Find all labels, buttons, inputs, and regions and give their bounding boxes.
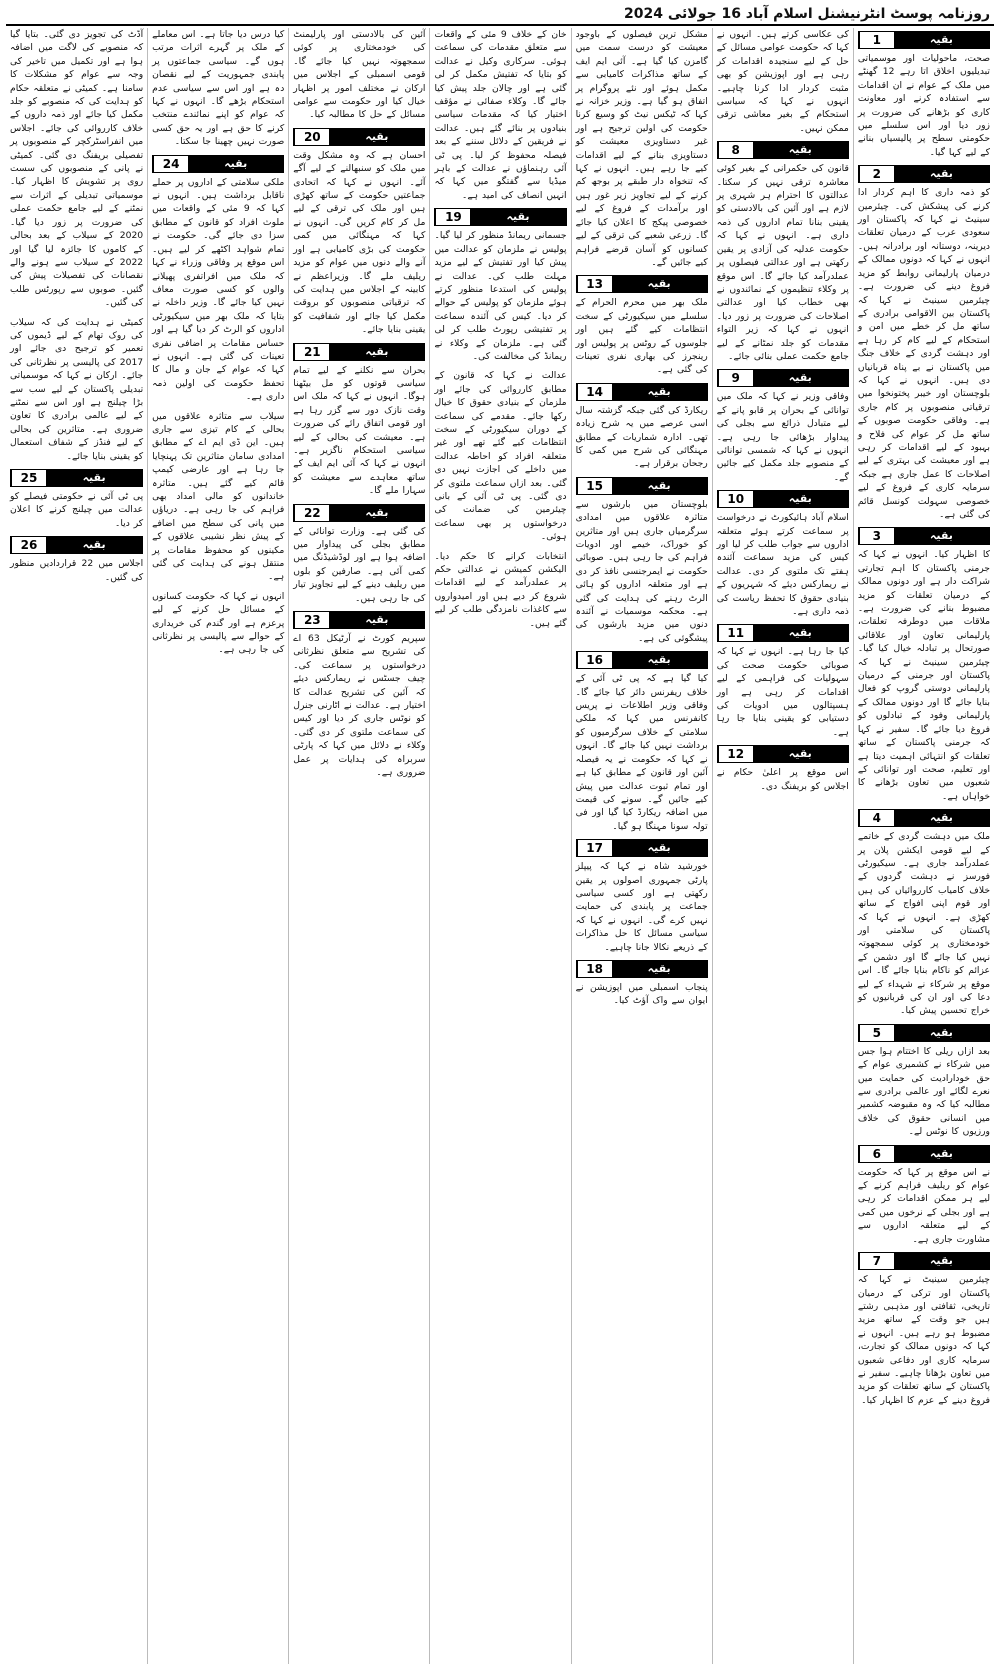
continuation-label: بقیہ [894, 528, 989, 544]
continuation-badge [717, 490, 849, 508]
continuation-label: بقیہ [188, 156, 283, 172]
article-text: کا اظہار کیا۔ انہوں نے کہا کہ جرمنی پاکستان کا اہم تجارتی شراکت دار ہے اور دونوں ممالک کے درمیان تعلقات کو مزید مضبوط بنانے کی ضرورت ہے۔ ملاقات میں دوطرفہ تعلقات، پارلیمانی تعاون اور علاقائی صورتحال پر تبادلہ خیال کیا گیا۔ چیئرمین سینیٹ نے کہا کہ پاکستان اور جرمنی کے درمیان پارلیمانی دوستی گروپ کو فعال بنایا جائے گا اور دونوں ممالک کے پارلیمانی وفود کے تبادلوں کو فروغ دیا جائے گا۔ سفیر نے کہا کہ جرمنی پاکستان کے ساتھ تعلقات کو انتہائی اہمیت دیتا ہے اور تعلیم، صحت اور توانائی کے شعبوں میں تعاون بڑھانے کا خواہاں ہے۔ [857, 549, 990, 802]
continuation-number: 9 [718, 370, 753, 386]
article-text: بحران سے نکلنے کے لیے تمام سیاسی قوتوں کو مل بیٹھنا ہوگا۔ انہوں نے کہا کہ ملک اس وقت نازک دور سے گزر رہا ہے اور قومی اتفاق رائے کی ضرورت ہے۔ معیشت کی بحالی کے لیے سیاسی استحکام ناگزیر ہے۔ انہوں نے کہا کہ آئی ایم ایف کے ساتھ معاہدے سے معیشت کو سہارا ملے گا۔ [293, 364, 426, 497]
article-text: صحت، ماحولیات اور موسمیاتی تبدیلیوں اخلاق اتا رہے 12 گھنٹے میں ملک کے عوام نے ان اقدامات سے استفادہ کرنے اور معاونت کاری کو بڑھانے کی ضرورت پر زور دیا اور اس سلسلے میں حکومتی سطح پر پالیسیاں بنانے کے لیے کہا گیا۔ [857, 53, 990, 158]
continuation-number: 16 [577, 652, 612, 668]
continuation-badge [858, 809, 990, 827]
continuation-number: 11 [718, 625, 753, 641]
continuation-label: بقیہ [894, 166, 989, 182]
article-block [152, 28, 284, 149]
continuation-number: 8 [718, 142, 753, 158]
article-text: نے اس موقع پر کہا کہ حکومت عوام کو ریلیف فراہم کرنے کے لیے ہر ممکن اقدامات کر رہی ہے اور بجلی کے نرخوں میں کمی کے لیے متعلقہ اداروں سے مشاورت جاری ہے۔ [857, 1166, 990, 1245]
continuation-label: بقیہ [612, 652, 707, 668]
article-text: کمیٹی نے ہدایت کی کہ سیلاب کی روک تھام کے لیے ڈیموں کی تعمیر کو ترجیح دی جائے اور 2017 کی پالیسی پر نظرثانی کی جائے۔ ارکان نے کہا کہ موسمیاتی تبدیلی پاکستان کے لیے سب سے بڑا چیلنج ہے اور اس سے نمٹنے کے لیے عالمی برادری کا تعاون ضروری ہے۔ متاثرین کی بحالی کے لیے فنڈز کے شفاف استعمال کو یقینی بنایا جائے۔ [10, 316, 144, 462]
article-text: خورشید شاہ نے کہا کہ پیپلز پارٹی جمہوری اصولوں پر یقین رکھتی ہے اور کسی سیاسی جماعت پر پابندی کی حمایت نہیں کرے گی۔ انہوں نے کہا کہ سیاسی مسائل کا حل مذاکرات کے ذریعے نکالا جانا چاہیے۔ [575, 861, 708, 953]
article-text: چیئرمین سینیٹ نے کہا کہ پاکستان اور ترکی کے درمیان تاریخی، ثقافتی اور مذہبی رشتے ہیں جو وقت کے ساتھ مزید مضبوط ہو رہے ہیں۔ انہوں نے کہا کہ دونوں ممالک کو تجارت، سرمایہ کاری اور دفاعی شعبوں میں تعاون بڑھانا چاہیے۔ سفیر نے پاکستان کے ساتھ تعلقات کو مزید فروغ دینے کے عزم کا اظہار کیا۔ [857, 1274, 990, 1406]
continuation-badge [858, 165, 990, 183]
column-3 [571, 28, 712, 1664]
continuation-label: بقیہ [753, 625, 848, 641]
article-text: اجلاس میں 22 قراردادیں منظور کی گئیں۔ [10, 558, 144, 583]
article-text: وفاقی وزیر نے کہا کہ ملک میں توانائی کے بحران پر قابو پانے کے لیے متبادل ذرائع سے بجلی کی پیداوار بڑھائی جا رہی ہے۔ انہوں نے کہا کہ شمسی توانائی کے منصوبے جلد مکمل کیے جائیں گے۔ [716, 391, 849, 483]
article-block [717, 490, 849, 618]
continuation-number: 5 [859, 1025, 894, 1041]
article-block [434, 550, 566, 630]
article-text: پنجاب اسمبلی میں اپوزیشن نے ایوان سے واک آؤٹ کیا۔ [575, 981, 708, 1007]
column-2 [712, 28, 853, 1664]
article-block [293, 611, 425, 779]
column-5 [288, 28, 429, 1664]
article-block [717, 141, 849, 363]
article-text: سپریم کورٹ نے آرٹیکل 63 اے کی تشریح سے متعلق نظرثانی درخواستوں پر سماعت کی۔ چیف جسٹس نے ریمارکس دیئے کہ آئین کی تشریح عدالت کا اختیار ہے۔ عدالت نے اٹارنی جنرل کو نوٹس جاری کر دیا اور کیس کی سماعت ملتوی کر دی گئی۔ وکلاء نے دلائل میں کہا کہ پارٹی سربراہ کی ہدایات پر عمل ضروری ہے۔ [293, 633, 426, 779]
article-block [434, 208, 566, 363]
continuation-number: 18 [577, 961, 612, 977]
article-block [293, 504, 425, 605]
article-block [858, 1024, 990, 1139]
continuation-number: 19 [435, 209, 470, 225]
continuation-label: بقیہ [329, 129, 424, 145]
article-block [10, 28, 143, 310]
article-block [858, 165, 990, 521]
article-text: احسان ہے کہ وہ مشکل وقت میں ملک کو سنبھالنے کے لیے آگے آئے۔ انہوں نے کہا کہ اتحادی جماعتیں حکومت کے ساتھ کھڑی ہیں اور ملک کی ترقی کے لیے مل کر کام کریں گی۔ انہوں نے کہا کہ مہنگائی میں کمی حکومت کی بڑی کامیابی ہے اور آنے والے دنوں میں عوام کو مزید ریلیف ملے گا۔ وزیراعظم نے کابینہ کے اجلاس میں ہدایت کی کہ ترقیاتی منصوبوں کو بروقت مکمل کیا جائے اور شفافیت کو یقینی بنایا جائے۔ [293, 149, 426, 336]
continuation-number: 17 [577, 840, 612, 856]
continuation-number: 14 [577, 384, 612, 400]
article-text: خان کے خلاف 9 مئی کے واقعات سے متعلق مقدمات کی سماعت ہوئی۔ سرکاری وکیل نے عدالت کو بتایا کہ تفتیش مکمل کر لی گئی ہے اور چالان جلد پیش کیا جائے گا۔ وکلاء صفائی نے مؤقف اختیار کیا کہ مقدمات سیاسی بنیادوں پر بنائے گئے ہیں۔ عدالت نے فریقین کے دلائل سننے کے بعد فیصلہ محفوظ کر لیا۔ پی ٹی آئی رہنماؤں نے عدالت کے باہر میڈیا سے گفتگو میں کہا کہ انہیں انصاف کی امید ہے۔ [434, 29, 567, 201]
article-block [576, 275, 708, 376]
continuation-badge [576, 839, 708, 857]
continuation-badge [10, 469, 143, 487]
article-text: جسمانی ریمانڈ منظور کر لیا گیا۔ پولیس نے ملزمان کو عدالت میں پیش کیا اور تفتیش کے لیے مزید مہلت طلب کی۔ عدالت نے پولیس کی استدعا منظور کرتے ہوئے ملزمان کو پولیس کے حوالے کر دیا۔ کیس کی آئندہ سماعت پر تفتیشی رپورٹ طلب کر لی گئی ہے۔ ملزمان کے وکلاء نے ریمانڈ کی مخالفت کی۔ [434, 230, 567, 362]
continuation-number: 10 [718, 491, 753, 507]
article-text: کیا درس دیا جاتا ہے۔ اس معاملے کے ملک پر گہرے اثرات مرتب ہوں گے۔ سیاسی جماعتوں پر پابندی جمہوریت کے لیے نقصان دہ ہے اور اس سے سیاسی عدم استحکام بڑھے گا۔ انہوں نے کہا کہ عوام کو اپنے نمائندے منتخب کرنے کا حق ہے اور یہ حق کسی صورت نہیں چھینا جا سکتا۔ [152, 29, 285, 148]
article-block [152, 590, 284, 657]
continuation-badge [858, 31, 990, 49]
column-4 [429, 28, 570, 1664]
continuation-number: 3 [859, 528, 894, 544]
article-text: کو ذمہ داری کا اہم کردار ادا کرنے کی پیشکش کی۔ چیئرمین سینیٹ نے کہا کہ پاکستان اور سعودی عرب کے درمیان تعلقات دیرینہ، دوستانہ اور برادرانہ ہیں۔ انہوں نے کہا کہ دونوں ممالک کے درمیان پارلیمانی روابط کو مزید فروغ دینے کی ضرورت ہے۔ چیئرمین سینیٹ نے کہا کہ پاکستان بین الاقوامی برادری کے ساتھ مل کر خطے میں امن و استحکام کے لیے کام کر رہا ہے اور دہشت گردی کے خلاف جنگ میں پاکستان نے بے پناہ قربانیاں دی ہیں۔ انہوں نے کہا کہ بلوچستان اور خیبر پختونخوا میں ترقیاتی منصوبوں پر کام جاری ہے۔ وفاقی حکومت صوبوں کے ساتھ مل کر عوام کی فلاح و بہبود کے لیے اقدامات کر رہی ہے اور معیشت کی بہتری کے لیے اصلاحات کا عمل جاری ہے جبکہ سرمایہ کاری کے فروغ کے لیے خصوصی سہولت کونسل قائم کی گئی ہے۔ [857, 187, 990, 520]
article-block [858, 31, 990, 159]
article-text: ملک میں دہشت گردی کے خاتمے کے لیے قومی ایکشن پلان پر عملدرآمد جاری ہے۔ سیکیورٹی فورسز نے دہشت گردوں کے خلاف کامیاب کارروائیاں کی ہیں اور قوم اپنی افواج کے ساتھ کھڑی ہے۔ انہوں نے کہا کہ پاکستان کی سلامتی اور خودمختاری پر کوئی سمجھوتہ نہیں کیا جائے گا اور دشمن کے عزائم کو ناکام بنایا جائے گا۔ اس موقع پر شرکاء نے شہداء کے لیے دعا کی اور ان کی قربانیوں کو خراج تحسین پیش کیا۔ [857, 831, 990, 1017]
article-block [717, 624, 849, 739]
continuation-badge [576, 651, 708, 669]
continuation-label: بقیہ [46, 470, 142, 486]
continuation-label: بقیہ [329, 612, 424, 628]
continuation-badge [717, 369, 849, 387]
article-text: کیا گیا ہے کہ پی ٹی آئی کے خلاف ریفرنس دائر کیا جائے گا۔ وفاقی وزیر اطلاعات نے پریس کانفرنس میں کہا کہ ملکی سلامتی کے خلاف سرگرمیوں کو برداشت نہیں کیا جائے گا۔ انہوں نے کہا کہ حکومت نے یہ فیصلہ آئین اور قانون کے مطابق کیا ہے اور تمام ثبوت عدالت میں پیش کیے جائیں گے۔ سونے کی قیمت میں اضافہ ریکارڈ کیا گیا اور فی تولہ سونا مہنگا ہو گیا۔ [575, 673, 708, 832]
article-text: انتخابات کرانے کا حکم دیا۔ الیکشن کمیشن نے عدالتی حکم پر عملدرآمد کے لیے اقدامات شروع کر دیے ہیں اور امیدواروں سے کاغذات نامزدگی طلب کر لیے گئے ہیں۔ [434, 550, 567, 629]
article-text: قانون کی حکمرانی کے بغیر کوئی معاشرہ ترقی نہیں کر سکتا۔ عدالتوں کا احترام ہر شہری پر لازم ہے اور آئین کی بالادستی کو یقینی بنانا تمام اداروں کی ذمہ داری ہے۔ انہوں نے کہا کہ حکومت عدلیہ کی آزادی پر یقین رکھتی ہے اور عدالتی فیصلوں پر عملدرآمد کیا جائے گا۔ اس موقع پر وکلاء تنظیموں کے نمائندوں نے بھی خطاب کیا اور عدالتی اصلاحات کی ضرورت پر زور دیا۔ انہوں نے کہا کہ زیر التواء مقدمات کو جلد نمٹانے کے لیے جامع حکمت عملی بنائی جائے۔ [716, 163, 849, 362]
article-text: عدالت نے کہا کہ قانون کے مطابق کارروائی کی جائے اور ملزمان کے بنیادی حقوق کا خیال رکھا جائے۔ مقدمے کی سماعت کے دوران سیکیورٹی کے سخت انتظامات کیے گئے تھے اور غیر متعلقہ افراد کو احاطہ عدالت میں داخلے کی اجازت نہیں دی گئی۔ بعد ازاں سماعت ملتوی کر دی گئی۔ پی ٹی آئی کے بانی چیئرمین کی ضمانت کی درخواستوں پر بھی سماعت ہوئی۔ [434, 370, 567, 543]
continuation-badge [434, 208, 566, 226]
continuation-badge [10, 536, 143, 554]
continuation-number: 26 [11, 537, 46, 553]
article-text: سیلاب سے متاثرہ علاقوں میں بحالی کے کام تیزی سے جاری ہیں۔ این ڈی ایم اے کے مطابق امدادی سامان متاثرین تک پہنچایا جا رہا ہے اور عارضی کیمپ قائم کیے گئے ہیں۔ متاثرہ خاندانوں کو مالی امداد بھی فراہم کی جا رہی ہے۔ دریاؤں میں پانی کی سطح میں اضافے کے پیش نظر نشیبی علاقوں کے مکینوں کو محفوظ مقامات پر منتقل ہونے کی ہدایت کی گئی ہے۔ [152, 410, 285, 583]
continuation-badge [858, 1145, 990, 1163]
continuation-number: 21 [294, 344, 329, 360]
article-block [717, 745, 849, 793]
continuation-label: بقیہ [753, 142, 848, 158]
masthead-title: روزنامہ پوسٹ انٹرنیشنل اسلام آباد 16 جولائی 2024 [6, 4, 994, 26]
continuation-number: 12 [718, 746, 753, 762]
article-block [576, 28, 708, 269]
article-block [717, 369, 849, 484]
article-text: بعد ازاں ریلی کا اختتام ہوا جس میں شرکاء نے کشمیری عوام کے حق خودارادیت کی حمایت میں نعرے لگائے اور عالمی برادری سے مطالبہ کیا کہ وہ مقبوضہ کشمیر میں انسانی حقوق کی خلاف ورزیوں کا نوٹس لے۔ [857, 1045, 990, 1138]
article-text: انہوں نے کہا کہ حکومت کسانوں کے مسائل حل کرنے کے لیے پرعزم ہے اور گندم کی خریداری کے حوالے سے پالیسی پر نظرثانی کی جا رہی ہے۔ [152, 590, 285, 656]
article-text: بلوچستان میں بارشوں سے متاثرہ علاقوں میں امدادی سرگرمیاں جاری ہیں اور متاثرین کو خوراک، خیمے اور ادویات فراہم کی جا رہی ہیں۔ صوبائی حکومت نے ایمرجنسی نافذ کر دی ہے اور متعلقہ اداروں کو ہائی الرٹ رہنے کی ہدایت کی گئی ہے۔ محکمہ موسمیات نے آئندہ دنوں میں مزید بارشوں کی پیشگوئی کی ہے۔ [575, 498, 708, 644]
continuation-label: بقیہ [329, 344, 424, 360]
article-text: کی گئی ہے۔ وزارت توانائی کے مطابق بجلی کی پیداوار میں اضافہ ہوا ہے اور لوڈشیڈنگ میں کمی آئی ہے۔ صارفین کو بلوں میں ریلیف دینے کے لیے تجاویز تیار کی جا رہی ہیں۔ [293, 525, 426, 604]
article-block [576, 960, 708, 1008]
article-block [152, 410, 284, 584]
article-text: مشکل ترین فیصلوں کے باوجود معیشت کو درست سمت میں گامزن کیا گیا ہے۔ آئی ایم ایف کے ساتھ مذاکرات کامیابی سے مکمل ہوئے اور نئے پروگرام پر اتفاق ہو گیا ہے۔ وزیر خزانہ نے کہا کہ ٹیکس نیٹ کو وسیع کرنا حکومت کی اولین ترجیح ہے اور غیر دستاویزی معیشت کو دستاویزی بنانے کے لیے اقدامات کیے جا رہے ہیں۔ انہوں نے کہا کہ تنخواہ دار طبقے پر بوجھ کم کرنے کے لیے تجاویز زیر غور ہیں اور برآمدات کے فروغ کے لیے خصوصی پیکج کا اعلان کیا جائے گا۔ زرعی شعبے کی ترقی کے لیے کسانوں کو آسان قرضے فراہم کیے جائیں گے۔ [575, 29, 708, 268]
article-block [434, 28, 566, 202]
continuation-badge [717, 141, 849, 159]
continuation-badge [576, 275, 708, 293]
article-block [152, 155, 284, 404]
continuation-label: بقیہ [612, 276, 707, 292]
article-block [293, 28, 425, 122]
article-text: کی عکاسی کرتے ہیں۔ انہوں نے کہا کہ حکومت عوامی مسائل کے حل کے لیے سنجیدہ اقدامات کر رہی ہے اور اپوزیشن کو بھی مثبت کردار ادا کرنا چاہیے۔ انہوں نے کہا کہ سیاسی استحکام کے بغیر معاشی ترقی ممکن نہیں۔ [716, 29, 849, 134]
column-1 [853, 28, 994, 1664]
article-text: پی ٹی آئی نے حکومتی فیصلے کو عدالت میں چیلنج کرنے کا اعلان کر دیا۔ [10, 491, 144, 529]
continuation-badge [293, 343, 425, 361]
article-block [10, 316, 143, 463]
continuation-label: بقیہ [46, 537, 142, 553]
continuation-badge [717, 624, 849, 642]
article-text: کیا جا رہا ہے۔ انہوں نے کہا کہ صوبائی حکومت صحت کی سہولیات کی فراہمی کے لیے اقدامات کر رہی ہے اور ہسپتالوں میں ادویات کی دستیابی کو یقینی بنایا جا رہا ہے۔ [716, 646, 849, 738]
continuation-label: بقیہ [329, 505, 424, 521]
article-block [293, 343, 425, 498]
continuation-badge [858, 1024, 990, 1042]
continuation-number: 24 [153, 156, 188, 172]
continuation-number: 25 [11, 470, 46, 486]
article-block [858, 809, 990, 1018]
continuation-number: 20 [294, 129, 329, 145]
continuation-number: 23 [294, 612, 329, 628]
continuation-badge [293, 504, 425, 522]
continuation-number: 1 [859, 32, 894, 48]
continuation-label: بقیہ [753, 491, 848, 507]
article-block [434, 369, 566, 543]
columns-container [6, 28, 994, 1664]
article-block [576, 839, 708, 954]
continuation-label: بقیہ [470, 209, 565, 225]
continuation-number: 4 [859, 810, 894, 826]
column-7 [6, 28, 147, 1664]
continuation-number: 7 [859, 1253, 894, 1269]
continuation-label: بقیہ [894, 810, 989, 826]
continuation-badge [293, 128, 425, 146]
article-block [858, 1145, 990, 1246]
continuation-badge [293, 611, 425, 629]
article-text: اسلام آباد ہائیکورٹ نے درخواست پر سماعت کرتے ہوئے متعلقہ اداروں سے جواب طلب کر لیا اور کیس کی مزید سماعت آئندہ ہفتے تک ملتوی کر دی۔ عدالت نے ریمارکس دیئے کہ شہریوں کے بنیادی حقوق کا تحفظ ریاست کی ذمہ داری ہے۔ [716, 512, 849, 618]
continuation-label: بقیہ [612, 478, 707, 494]
article-text: آڈٹ کی تجویز دی گئی۔ بتایا گیا کہ منصوبے کی لاگت میں اضافہ ہوا ہے اور تکمیل میں تاخیر کی وجہ سے عوام کو مشکلات کا سامنا ہے۔ کمیٹی نے متعلقہ حکام کو ہدایت کی کہ منصوبے کو جلد مکمل کیا جائے اور ذمہ داروں کے خلاف کارروائی کی جائے۔ اجلاس میں انفراسٹرکچر کے منصوبوں پر تفصیلی بریفنگ دی گئی۔ کمیٹی نے پانی کے منصوبوں کی سست روی پر تشویش کا اظہار کیا۔ موسمیاتی تبدیلی کے اثرات سے نمٹنے کے لیے جامع حکمت عملی کی ضرورت پر زور دیا گیا۔ 2020 کے سیلاب کے بعد بحالی کے کاموں کا جائزہ لیا گیا اور 2022 کے سیلاب سے ہونے والے نقصانات کی تفصیلات پیش کی گئیں۔ صوبوں سے رپورٹس طلب کی گئیں۔ [10, 29, 144, 309]
continuation-badge [858, 1252, 990, 1270]
article-text: ملکی سلامتی کے اداروں پر حملے ناقابل برداشت ہیں۔ انہوں نے کہا کہ 9 مئی کے واقعات میں ملوث افراد کو قانون کے مطابق سزا دی جائے گی۔ حکومت نے تمام شواہد اکٹھے کر لیے ہیں۔ اس موقع پر وفاقی وزراء نے کہا کہ ملک میں افراتفری پھیلانے والوں کو کسی صورت معاف نہیں کیا جائے گا۔ وزیر داخلہ نے بتایا کہ ملک بھر میں سیکیورٹی اداروں کو الرٹ کر دیا گیا ہے اور حساس مقامات پر اضافی نفری تعینات کی گئی ہے۔ انہوں نے کہا کہ عوام کے جان و مال کا تحفظ حکومت کی اولین ذمہ داری ہے۔ [152, 176, 285, 403]
continuation-number: 22 [294, 505, 329, 521]
continuation-badge [152, 155, 284, 173]
continuation-label: بقیہ [612, 384, 707, 400]
continuation-badge [576, 960, 708, 978]
article-block [10, 469, 143, 530]
continuation-label: بقیہ [612, 961, 707, 977]
article-block [717, 28, 849, 135]
continuation-number: 13 [577, 276, 612, 292]
continuation-number: 6 [859, 1146, 894, 1162]
continuation-label: بقیہ [894, 32, 989, 48]
continuation-badge [858, 527, 990, 545]
article-text: اس موقع پر اعلیٰ حکام نے اجلاس کو بریفنگ دی۔ [716, 767, 849, 792]
article-text: ملک بھر میں محرم الحرام کے سلسلے میں سیکیورٹی کے سخت انتظامات کیے گئے ہیں اور جلوسوں کے روٹس پر پولیس اور رینجرز کی بھاری نفری تعینات کی گئی ہے۔ [575, 297, 708, 376]
continuation-number: 2 [859, 166, 894, 182]
article-text: ریکارڈ کی گئی جبکہ گزشتہ سال اسی عرصے میں یہ شرح زیادہ تھی۔ ادارہ شماریات کے مطابق مہنگائی کی شرح میں کمی کا رجحان برقرار ہے۔ [575, 404, 708, 470]
article-block [293, 128, 425, 337]
continuation-label: بقیہ [894, 1253, 989, 1269]
article-block [576, 651, 708, 833]
continuation-label: بقیہ [753, 370, 848, 386]
continuation-label: بقیہ [894, 1025, 989, 1041]
article-block [858, 1252, 990, 1407]
article-text: آئین کی بالادستی اور پارلیمنٹ کی خودمختاری پر کوئی سمجھوتہ نہیں کیا جائے گا۔ قومی اسمبلی کے اجلاس میں ارکان نے مختلف امور پر اظہار خیال کیا اور حکومت سے عوامی مسائل کے حل کا مطالبہ کیا۔ [293, 29, 426, 121]
continuation-badge [576, 477, 708, 495]
continuation-number: 15 [577, 478, 612, 494]
continuation-label: بقیہ [894, 1146, 989, 1162]
column-6 [147, 28, 288, 1664]
article-block [858, 527, 990, 803]
continuation-label: بقیہ [753, 746, 848, 762]
continuation-badge [717, 745, 849, 763]
continuation-badge [576, 383, 708, 401]
article-block [576, 477, 708, 645]
article-block [10, 536, 143, 584]
article-block [576, 383, 708, 471]
continuation-label: بقیہ [612, 840, 707, 856]
